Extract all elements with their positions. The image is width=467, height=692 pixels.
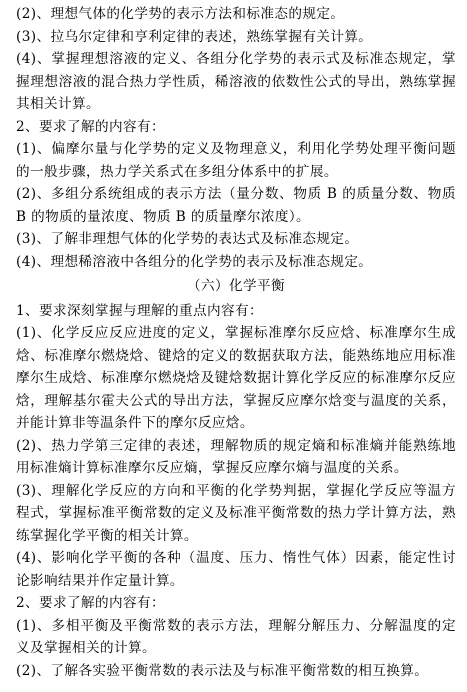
item-2-ideal-gas-potential: (2)、理想气体的化学势的表示方法和标准态的规定。 (16, 6, 345, 22)
item-1-multiphase: (1)、多相平衡及平衡常数的表示方法，理解分解压力、分解温度的定义及掌握相关的计算。 (16, 617, 456, 656)
item-4-ideal-solution: (4)、掌握理想溶液的定义、各组分化学势的表示式及标准态规定，掌握理想溶液的混合热力学性质，稀溶液的依数性公式的导出，熟练掌握其相关计算。 (16, 51, 456, 112)
item-4-influences: (4)、影响化学平衡的各种（温度、压力、惰性气体）因素，能定性讨论影响结果并作定量计算。 (16, 550, 456, 589)
item-3-raoult-henry: (3)、拉乌尔定律和亨利定律的表述，熟练掌握有关计算。 (16, 28, 373, 45)
item-4-dilute-solution: (4)、理想稀溶液中各组分的化学势的表示及标准态规定。 (16, 253, 373, 270)
item-3-nonideal-gas: (3)、了解非理想气体的化学势的表达式及标准态规定。 (16, 231, 359, 247)
document-page (16, 3, 456, 682)
item-2-experimental-constants: (2)、了解各实验平衡常数的表示法及与标准平衡常数的相互换算。 (16, 662, 429, 679)
item-3-equilibrium: (3)、理解化学反应的方向和平衡的化学势判据，掌握化学反应等温方程式，掌握标准平衡常数的定义及标准平衡常数的热力学计算方法，熟练掌握化学平衡的相关计算。 (16, 482, 456, 544)
item-1-partial-molar: (1)、偏摩尔量与化学势的定义及物理意义，利用化学势处理平衡问题的一般步骤，热力学关系式在多组分体系中的扩展。 (16, 141, 456, 180)
section-heading-understand: 2、要求了解的内容有： (16, 118, 165, 135)
section-heading-understand-2: 2、要求了解的内容有： (16, 595, 165, 611)
chapter-title: （六）化学平衡 (187, 278, 285, 294)
item-2-third-law: (2)、热力学第三定律的表述，理解物质的规定熵和标准熵并能熟练地用标准熵计算标准摩尔反应熵，掌握反应摩尔熵与温度的关系。 (16, 437, 456, 476)
item-1-reaction-enthalpy: (1)、化学反应反应进度的定义，掌握标准摩尔反应焓、标准摩尔生成焓、标准摩尔燃烧焓、键焓的定义的数据获取方法，能熟练地应用标准摩尔生成焓、标准摩尔燃烧焓及键焓数据计算化学反应的标准摩尔反应焓，理解基尔霍夫公式的导出方法，掌握反应摩尔焓变与温度的关系，并能计算非等温条件下的摩尔反应焓。 (16, 325, 456, 431)
section-heading-key: 1、要求深刻掌握与理解的重点内容有： (16, 302, 263, 319)
item-2-composition: (2)、多组分系统组成的表示方法（量分数、物质 B 的质量分数、物质 B 的物质的量浓度、物质 B 的质量摩尔浓度）。 (16, 186, 456, 225)
